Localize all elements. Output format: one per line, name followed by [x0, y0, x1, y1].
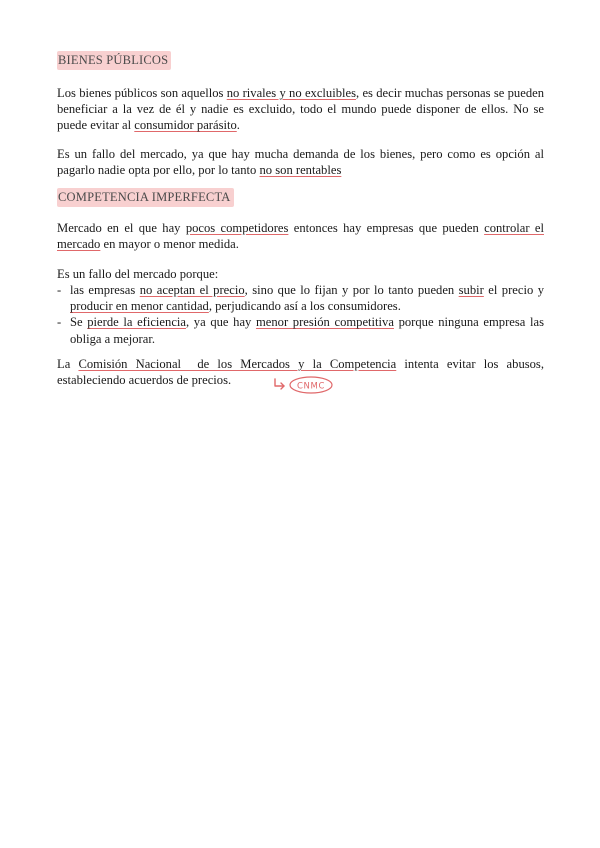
paragraph-comision-nacional: La Comisión Nacional de los Mercados y la Competencia intenta evitar los abusos, estableciendo acuerdos de precios. [57, 357, 544, 388]
underline-controlar-mercado: controlar el mercado [57, 221, 544, 252]
underline-no-aceptan-precio: no aceptan el precio [139, 283, 245, 297]
heading-competencia-imperfecta [57, 190, 234, 205]
annotation-label: CNMC [297, 381, 325, 392]
bullet-dash: - [57, 283, 62, 297]
underline-no-son-rentables: no son rentables [259, 163, 342, 178]
underline-pierde-eficiencia: pierde la eficiencia [87, 315, 187, 330]
underline-subir: subir [458, 283, 484, 297]
paragraph-competencia-definition: Mercado en el que hay pocos competidores entonces hay empresas que pueden controlar el mercado en mayor o menor medida. [57, 221, 544, 252]
paragraph-fallo-intro: Es un fallo del mercado porque: [57, 267, 219, 281]
paragraph-bienes-publicos-fallo: Es un fallo del mercado, ya que hay mucha demanda de los bienes, pero como es opción al pagarlo nadie opta por ello, por lo tanto no son rentables [57, 147, 544, 178]
underline-consumidor-parasito: consumidor parásito [134, 118, 237, 133]
bullet-list [57, 282, 544, 347]
list-item: - las empresas no aceptan el precio, sino que lo fijan y por lo tanto pueden subir el precio y producir en menor cantidad, perjudicando así a los consumidores. [57, 283, 545, 314]
arrow-icon [275, 379, 284, 389]
underline-menor-presion: menor presión competitiva [255, 315, 394, 330]
list-item: - Se pierde la eficiencia, ya que hay menor presión competitiva porque ninguna empresa las obliga a mejorar. [57, 315, 544, 346]
handwritten-cnmc-annotation [272, 374, 336, 396]
bullet-dash: - [57, 315, 62, 330]
underline-no-rivales: no rivales y no excluibles [226, 86, 357, 100]
heading-highlight: COMPETENCIA IMPERFECTA [57, 188, 234, 207]
underline-pocos-competidores: pocos competidores [185, 221, 289, 235]
paragraph-bienes-publicos-definition: Los bienes públicos son aquellos no rivales y no excluibles, es decir muchas personas se pueden beneficiar a la vez de él y nadie es excluido, todo el mundo puede disponer de ellos. No se puede evitar al consumidor parásito. [57, 86, 545, 133]
heading-highlight: BIENES PÚBLICOS [57, 51, 171, 70]
underline-producir-menor-cantidad: producir en menor cantidad [70, 299, 209, 314]
heading-bienes-publicos [57, 53, 171, 68]
underline-comision-nacional: Comisión Nacional de los Mercados y la Competencia [78, 357, 397, 371]
